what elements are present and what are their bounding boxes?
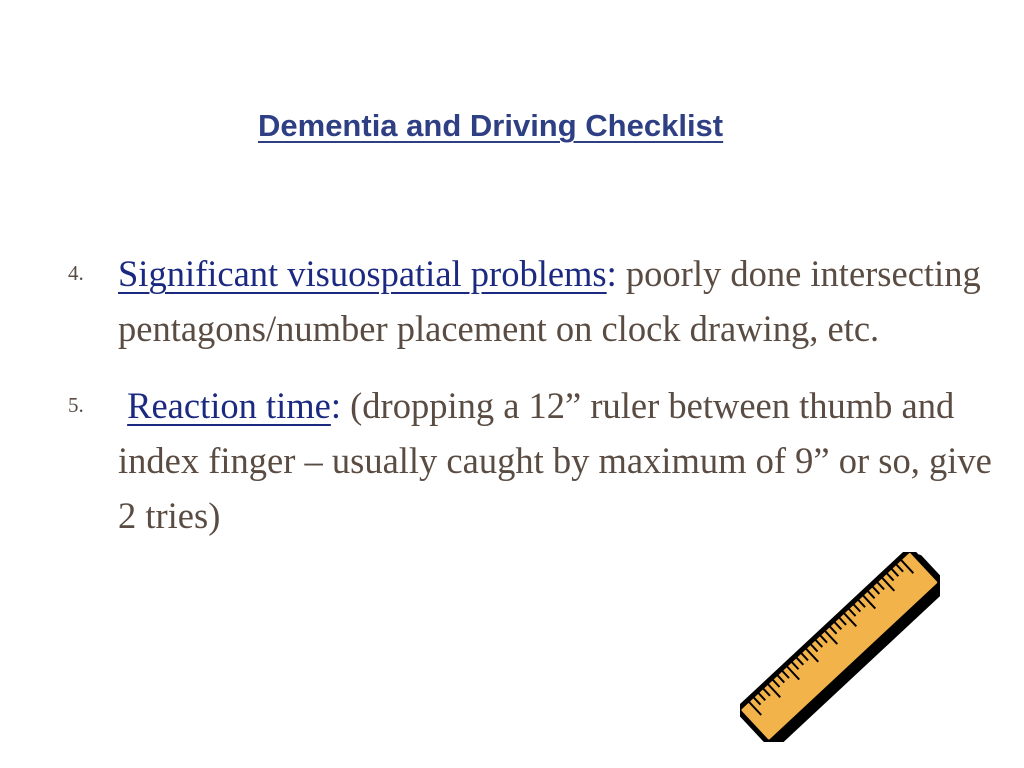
item-colon: :	[606, 253, 617, 294]
ruler-illustration	[740, 552, 940, 742]
checklist	[0, 246, 1024, 543]
checklist-item	[0, 246, 988, 356]
item-description: (dropping a 12” ruler between thumb and index finger – usually caught by maximum of 9” or so, give 2 tries)	[118, 385, 992, 536]
item-term: Significant visuospatial problems	[118, 253, 607, 294]
ruler-icon	[740, 552, 940, 742]
item-description: poorly done intersecting pentagons/number placement on clock drawing, etc.	[118, 253, 981, 349]
item-number: 5.	[68, 393, 84, 417]
checklist-item	[0, 378, 998, 543]
item-colon: :	[330, 385, 342, 426]
item-term: Reaction time	[127, 385, 331, 426]
slide-title: Dementia and Driving Checklist	[258, 108, 724, 143]
item-number: 4.	[68, 261, 84, 285]
